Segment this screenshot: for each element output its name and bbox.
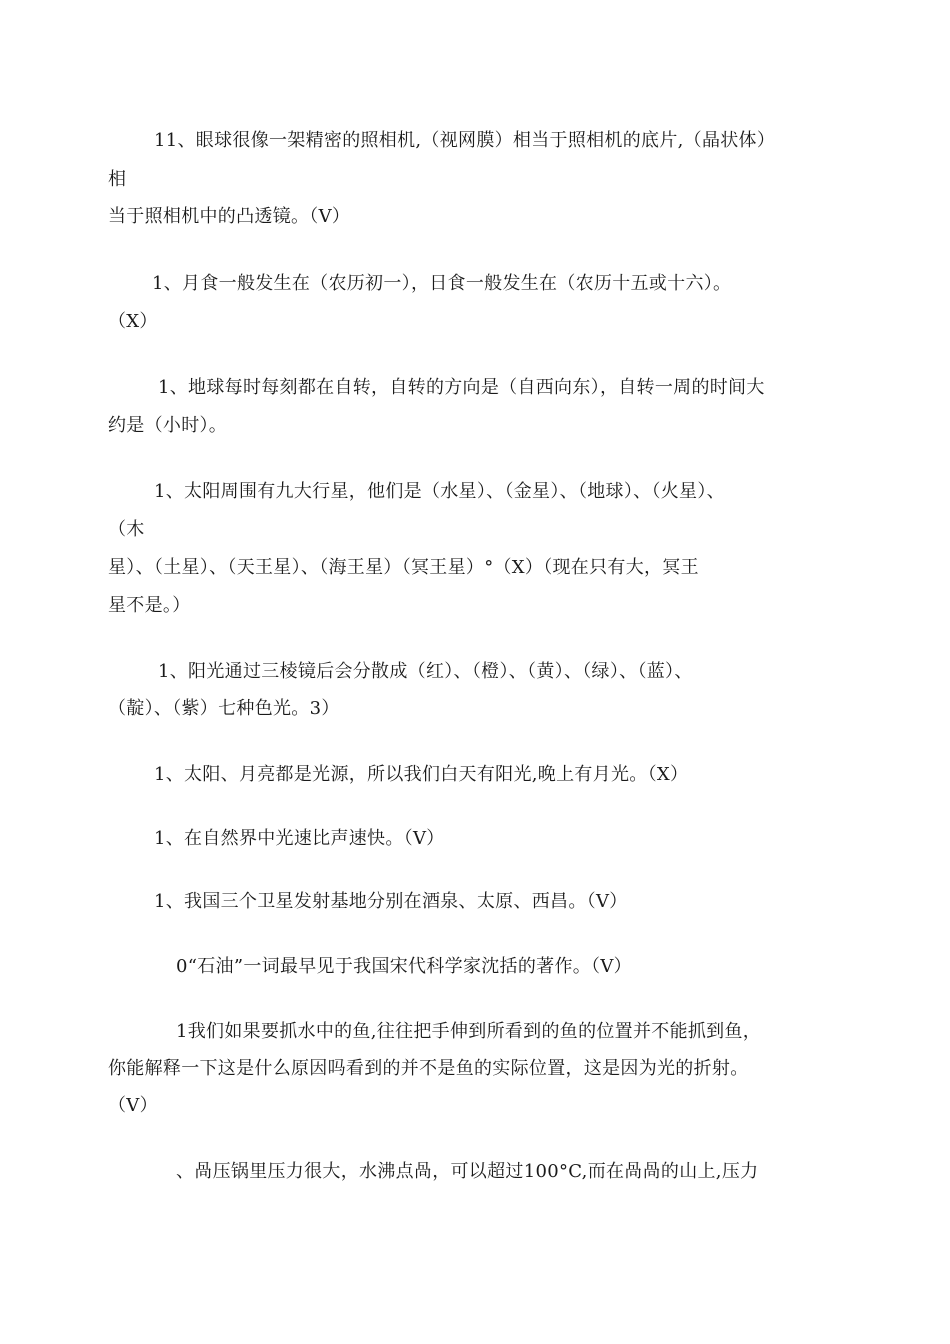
text-line: 你能解释一下这是什么原因吗看到的并不是鱼的实际位置，这是因为光的折射。: [108, 1058, 749, 1079]
text-line: （X）: [108, 311, 158, 332]
text-line: 1、太阳、月亮都是光源，所以我们白天有阳光,晚上有月光。（X）: [154, 764, 689, 785]
text-line: 星不是。）: [108, 595, 191, 616]
text-line: 1、地球每时每刻都在自转，自转的方向是（自西向东），自转一周的时间大: [158, 377, 765, 398]
text-line: 1我们如果要抓水中的鱼,往往把手伸到所看到的鱼的位置并不能抓到鱼，: [176, 1021, 762, 1042]
text-line: 1、在自然界中光速比声速快。（V）: [154, 828, 445, 849]
text-line: 、咼压锅里压力很大，水沸点咼，可以超过100°C,而在咼咼的山上,压力: [176, 1161, 759, 1182]
text-line: （靛）、（紫）七种色光。3）: [108, 698, 340, 719]
text-line: 当于照相机中的凸透镜。（V）: [108, 206, 351, 227]
text-line: 1、太阳周围有九大行星，他们是（水星）、（金星）、（地球）、（火星）、: [154, 481, 725, 502]
text-line: 1、月食一般发生在（农历初一），日食一般发生在（农历十五或十六）。: [152, 273, 732, 294]
text-line: 11、眼球很像一架精密的照相机,（视网膜）相当于照相机的底片,（晶状体）: [154, 130, 776, 151]
text-line: 1、我国三个卫星发射基地分别在酒泉、太原、西昌。（V）: [154, 891, 628, 912]
text-line: 1、阳光通过三棱镜后会分散成（红）、（橙）、（黄）、（绿）、（蓝）、: [158, 661, 693, 682]
text-line: （木: [108, 519, 145, 540]
text-line: 星）、（土星）、（天王星）、（海王星）（冥王星）°（X）（现在只有大，冥王: [108, 557, 699, 578]
text-line: 约是（小时）。: [108, 415, 228, 436]
text-line: 相: [108, 169, 127, 190]
text-line: （V）: [108, 1095, 158, 1116]
text-line: 0“石油”一词最早见于我国宋代科学家沈括的著作。（V）: [176, 956, 632, 977]
